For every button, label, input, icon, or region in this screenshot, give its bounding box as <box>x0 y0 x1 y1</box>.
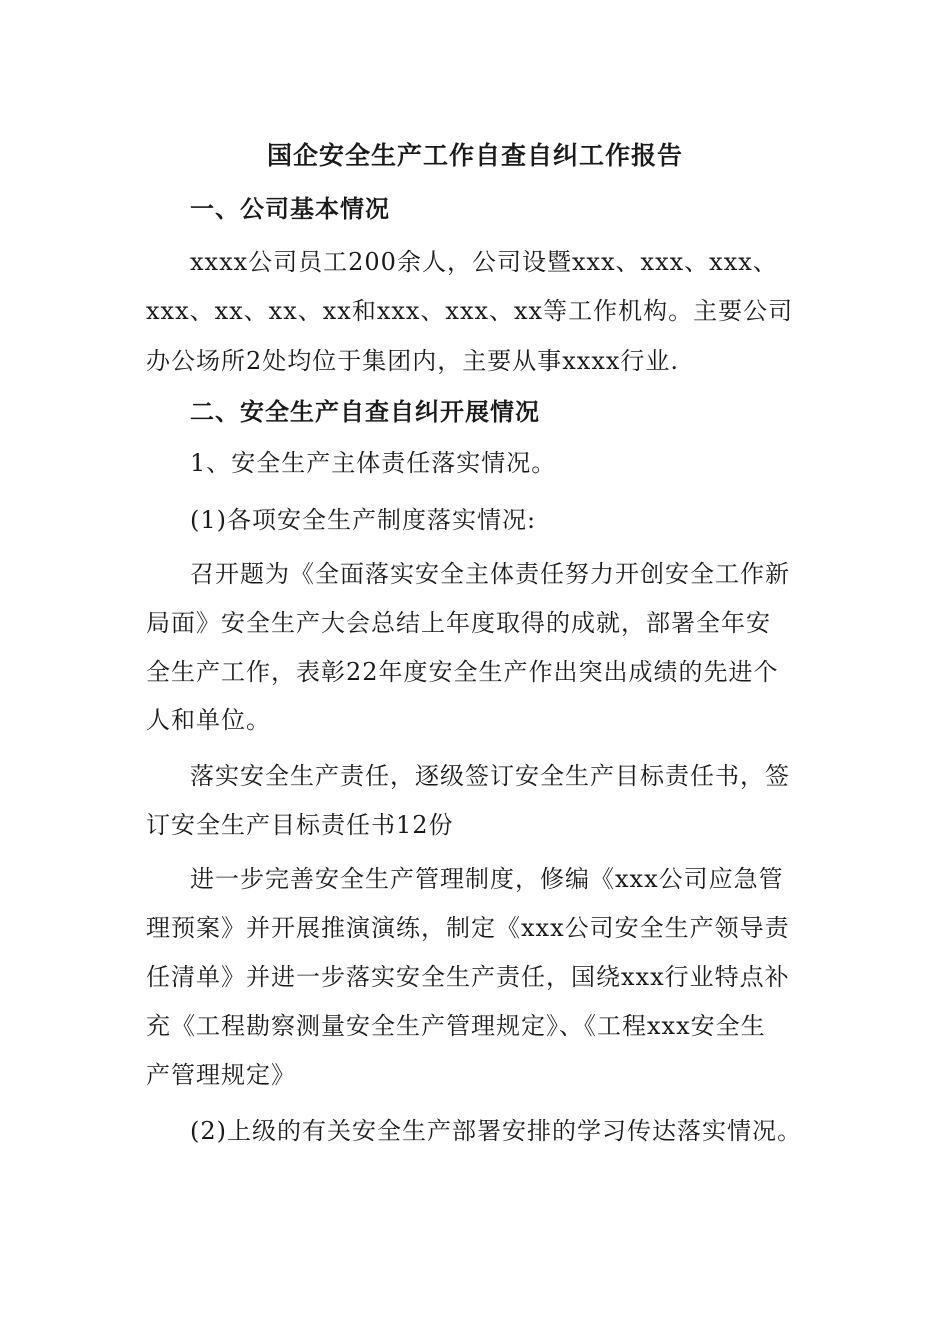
subsection-heading: 1、安全生产主体责任落实情况。 <box>190 449 557 477</box>
document-title: 国企安全生产工作自查自纠工作报告 <box>266 141 683 170</box>
paragraph-line: 理预案》并开展推演演练，制定《xxx公司安全生产领导责 <box>146 914 790 942</box>
paragraph-line: 召开题为《全面落实安全主体责任努力开创安全工作新 <box>190 560 790 588</box>
paragraph-line: 进一步完善安全生产管理制度，修编《xxx公司应急管 <box>190 865 784 893</box>
sub-item-heading: (1)各项安全生产制度落实情况: <box>190 506 537 534</box>
paragraph-line: 人和单位。 <box>146 706 271 734</box>
paragraph-line: 任清单》并进一步落实安全生产责任，国绕xxx行业特点补 <box>146 963 790 991</box>
paragraph-line: 充《工程勘察测量安全生产管理规定》、《工程xxx安全生 <box>146 1012 766 1040</box>
section-heading-1: 一、公司基本情况 <box>190 194 390 223</box>
paragraph-line: 订安全生产目标责任书12份 <box>146 811 454 839</box>
paragraph-line: 办公场所2处均位于集团内，主要从事xxxx行业. <box>146 347 680 375</box>
paragraph-line: xxx、xx、xx、xx和xxx、xxx、xx等工作机构。主要公司 <box>146 297 794 325</box>
paragraph-line: 落实安全生产责任，逐级签订安全生产目标责任书，签 <box>190 762 790 790</box>
paragraph-line: 局面》安全生产大会总结上年度取得的成就，部署全年安 <box>146 609 771 637</box>
paragraph-line: 产管理规定》 <box>146 1061 296 1089</box>
section-heading-2: 二、安全生产自查自纠开展情况 <box>190 397 540 426</box>
paragraph-line: 全生产工作，表彰22年度安全生产作出突出成绩的先进个 <box>146 658 779 686</box>
sub-item-heading: (2)上级的有关安全生产部署安排的学习传达落实情况。 <box>190 1117 802 1145</box>
paragraph-line: xxxx公司员工200余人，公司设暨xxx、xxx、xxx、 <box>190 248 778 276</box>
